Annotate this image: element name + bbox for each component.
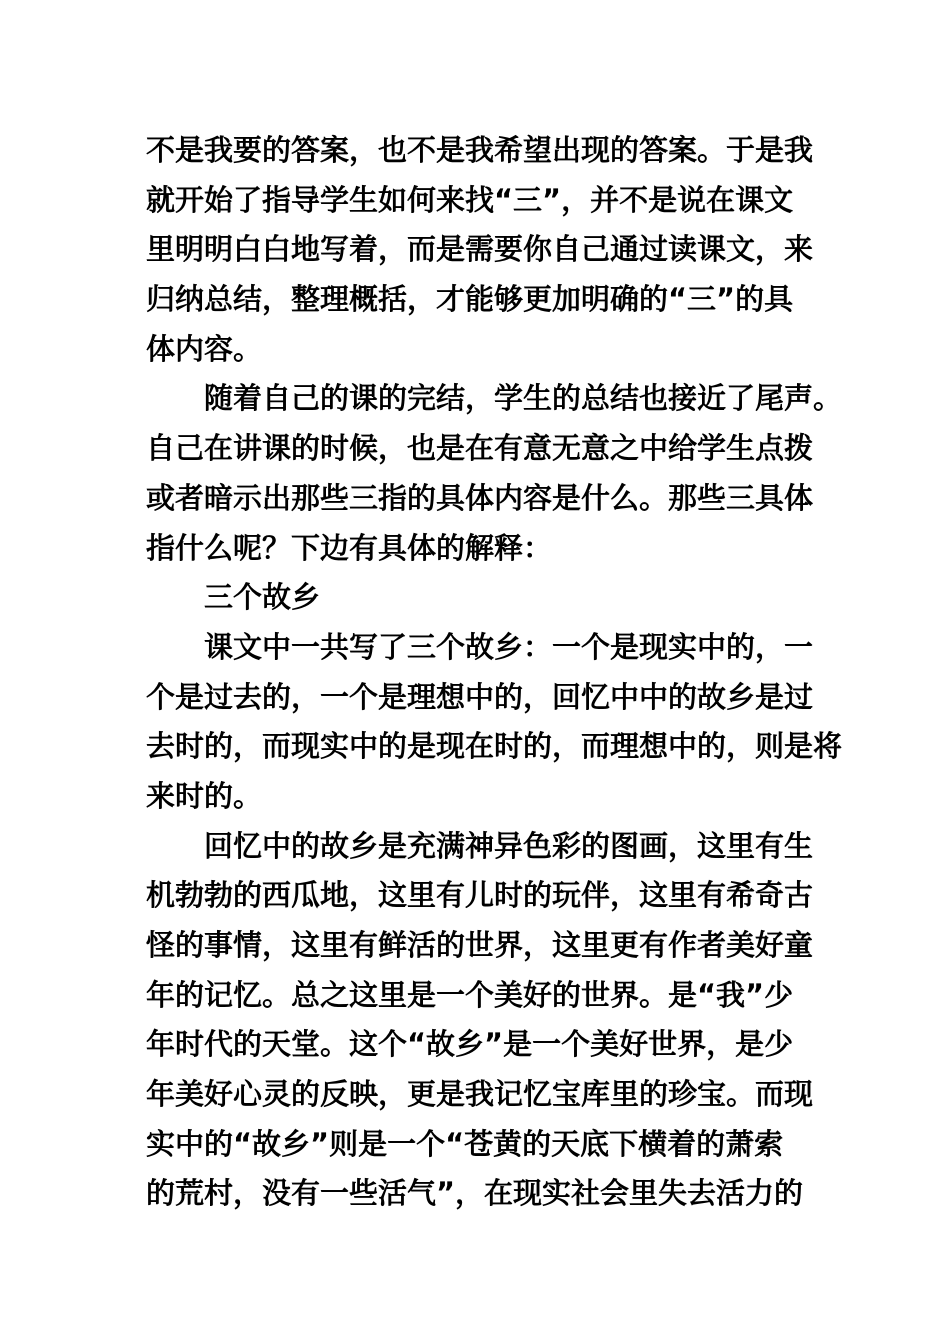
text-line: 年时代的天堂。这个“故乡”是一个美好世界，是少 bbox=[146, 1027, 794, 1062]
text-line: 随着自己的课的完结，学生的总结也接近了尾声。 bbox=[204, 381, 843, 416]
text-line: 回忆中的故乡是充满神异色彩的图画，这里有生 bbox=[204, 828, 814, 863]
text-line: 来时的。 bbox=[146, 778, 263, 813]
text-line: 就开始了指导学生如何来找“三”，并不是说在课文 bbox=[146, 182, 794, 217]
text-line: 机勃勃的西瓜地，这里有儿时的玩伴，这里有希奇古 bbox=[146, 878, 814, 913]
text-line: 不是我要的答案，也不是我希望出现的答案。于是我 bbox=[146, 133, 814, 167]
text-line: 归纳总结，整理概括，才能够更加明确的“三”的具 bbox=[146, 282, 794, 317]
text-line: 年美好心灵的反映，更是我记忆宝库里的珍宝。而现 bbox=[146, 1077, 814, 1112]
text-line: 的荒村，没有一些活气”，在现实社会里失去活力的 bbox=[146, 1176, 804, 1211]
text-line: 自己在讲课的时候，也是在有意无意之中给学生点拨 bbox=[146, 431, 814, 466]
text-line: 年的记忆。总之这里是一个美好的世界。是“我”少 bbox=[146, 977, 794, 1012]
section-heading: 三个故乡 bbox=[204, 580, 321, 615]
text-line: 或者暗示出那些三指的具体内容是什么。那些三具体 bbox=[146, 480, 814, 515]
text-line: 怪的事情，这里有鲜活的世界，这里更有作者美好童 bbox=[146, 928, 814, 962]
text-line: 实中的“故乡”则是一个“苍黄的天底下横着的萧索 bbox=[146, 1126, 784, 1161]
text-line: 里明明白白地写着，而是需要你自己通过读课文，来 bbox=[146, 232, 814, 267]
text-line: 指什么呢？下边有具体的解释： bbox=[146, 530, 553, 565]
text-line: 去时的，而现实中的是现在时的，而理想中的，则是将 bbox=[146, 729, 843, 764]
text-line: 体内容。 bbox=[146, 331, 263, 366]
body-text bbox=[146, 126, 843, 1219]
text-line: 课文中一共写了三个故乡：一个是现实中的，一 bbox=[204, 629, 814, 664]
text-line: 个是过去的，一个是理想中的，回忆中中的故乡是过 bbox=[146, 679, 814, 714]
